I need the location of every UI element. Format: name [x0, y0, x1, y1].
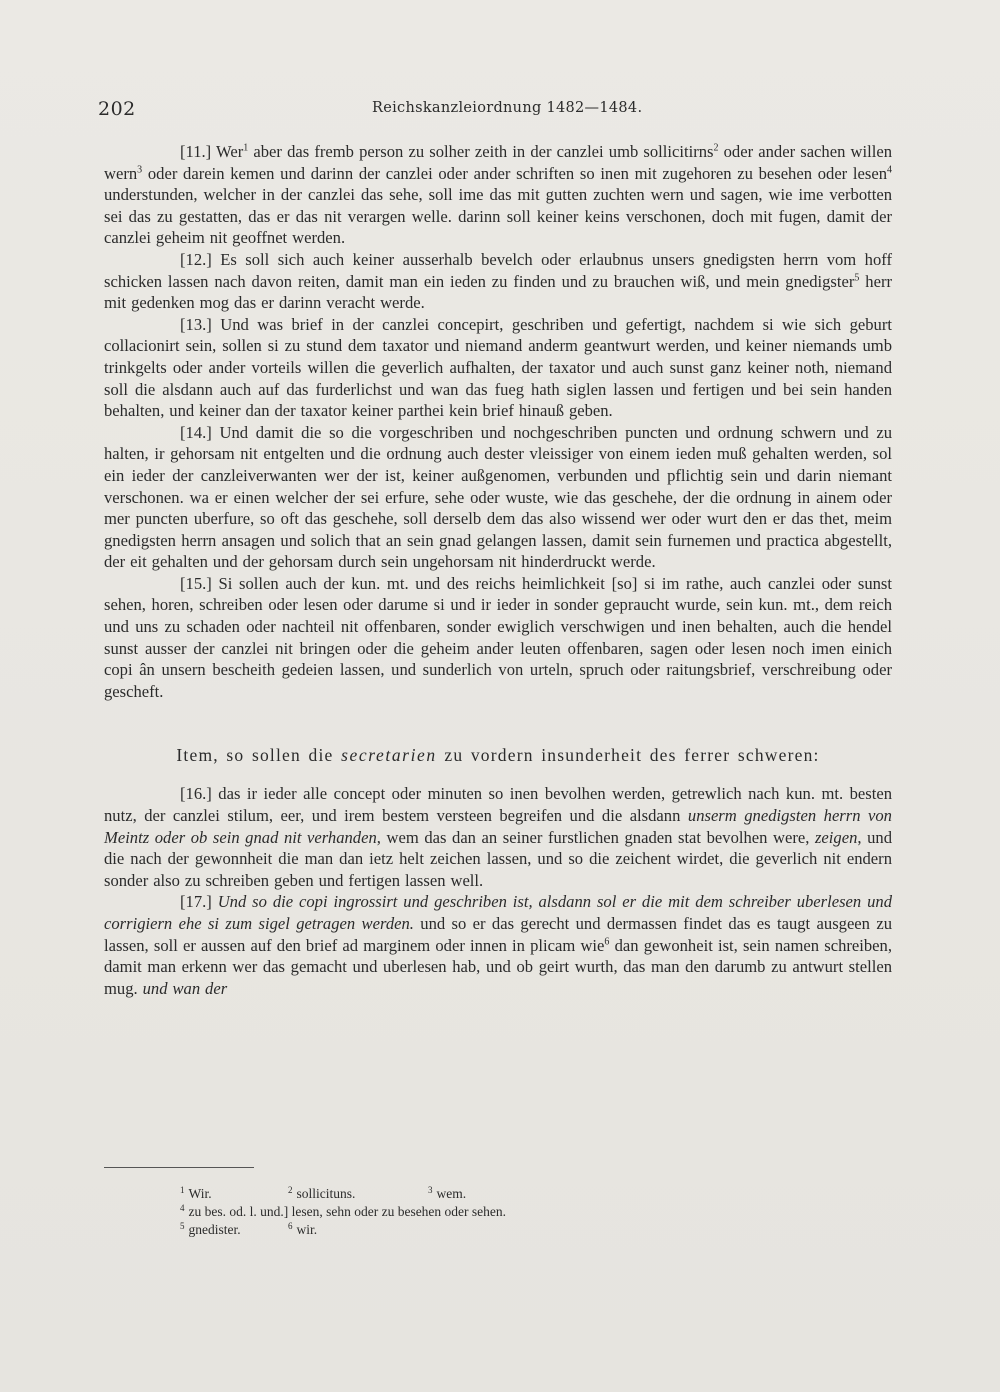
- footnote-row: [180, 1221, 880, 1239]
- section-heading-italic: secretarien: [341, 745, 437, 766]
- footnote-text: sollicituns.: [296, 1186, 356, 1201]
- paragraph-p13: [104, 314, 892, 422]
- footnote-ref: 1: [243, 142, 249, 154]
- footnote-5: [180, 1221, 288, 1239]
- footnote-text: wir.: [296, 1222, 318, 1237]
- page-header: [0, 98, 1000, 128]
- text-segment: [12.] Es soll sich auch keiner ausserhalb bevelch oder erlaubnus unsers gnedigsten herrn vom hoff schicken lassen nach davon reiten, damit man ein ieden zu finden und zu brauchen wiß, und mein gnedigster: [104, 249, 892, 291]
- footnote-number: 5: [180, 1220, 185, 1231]
- page-number: 202: [98, 98, 136, 120]
- italic-text: Und so die copi ingrossirt und geschriben ist, alsdann sol er die mit dem schreiber uberlesen und corrigiern ehe si zum sigel getragen werden.: [104, 892, 892, 933]
- footnote-4: [180, 1203, 506, 1221]
- paragraph-p15: [104, 573, 892, 703]
- footnote-ref: 2: [713, 142, 719, 154]
- footnote-row: [180, 1203, 880, 1221]
- text-segment: [14.] Und damit die so die vorgeschriben und nochgeschriben puncten und ordnung schwern und zu halten, ir gehorsam nit entgelten und die ordnung auch dester vleissiger von einem ieden muß gehalten werden, sol ein ieder der canzleiverwanten wer der ist, keiner außgenomen, verbunden und pflichtig sein und darin niemant verschonen. wa er einen welcher der sei erfure, sehe oder wuste, wie das geschehe, der die ordnung in ainem oder mer puncten uberfure, so oft das geschehe, soll derselb dem das also wissend wer oder wurt den er das thet, meim gnedigsten herrn ansagen und solich that an sein gnad gelangen lassen, damit sein furnemen und practica abgestellt, der eit gehalten und der gehorsam durch sein ungehorsam nit hinderdruckt werde.: [104, 422, 892, 572]
- footnote-text: wem.: [436, 1186, 467, 1201]
- text-segment: [11.] Wer: [180, 142, 244, 161]
- text-segment: aber das fremb person zu solher zeith in der canzlei umb sollicitirns: [248, 142, 714, 161]
- footnote-number: 3: [428, 1184, 433, 1195]
- body-text: [104, 141, 892, 999]
- text-segment: und so er das gerecht und dermassen findet das es taugt ausgeen zu lassen, soll er aussen auf den brief ad marginem oder innen in plicam wie: [104, 914, 892, 955]
- footnote-divider: [104, 1167, 254, 1168]
- paragraph-p17: [104, 891, 892, 999]
- footnote-6: [288, 1221, 428, 1239]
- italic-text: und wan der: [142, 978, 228, 998]
- footnote-number: 6: [288, 1220, 293, 1231]
- section-heading: [104, 745, 892, 766]
- footnote-number: 1: [180, 1184, 185, 1195]
- footnote-ref: 5: [854, 272, 860, 284]
- footnote-ref: 4: [887, 164, 892, 176]
- paragraph-group: [104, 141, 892, 702]
- text-segment: oder darein kemen und darinn der canzlei oder ander schriften so inen mit zugehoren zu besehen oder lesen: [142, 163, 887, 183]
- paragraph-p12: [104, 249, 892, 314]
- footnote-ref: 6: [604, 936, 610, 948]
- footnotes: [180, 1185, 880, 1239]
- text-segment: [13.] Und was brief in der canzlei concepirt, geschriben und gefertigt, nachdem si wie sich geburt collacionirt sein, sollen si zu stund dem taxator und niemand anderm geantwurt werden, und keiner niemands umb trinkgelts oder ander vorteils willen die geverlich aufhalten, der taxator und auch sunst ganz keiner noth, niemand soll die alsdann auch auf das furderlichst und wan das fueg hath siglen lassen und fertigen und bei sein handen behalten, und keiner dan der taxator keiner parthei kein brief hinauß geben.: [104, 314, 892, 421]
- text-segment: understunden, welcher in der canzlei das sehe, soll ime das mit gutten zuchten wern und sagen, wie ime verbotten sei das zu gestatten, das er das nit verargen welle. darinn soll keiner keins verschonen, doch mit fugen, damit der canzlei geheim nit geoffnet werden.: [104, 185, 892, 248]
- paragraph-p14: [104, 422, 892, 573]
- footnote-3: [428, 1185, 466, 1203]
- footnote-text: zu bes. od. l. und.] lesen, sehn oder zu besehen oder sehen.: [188, 1204, 507, 1219]
- footnote-number: 2: [288, 1184, 293, 1195]
- text-segment: herr mit gedenken mog das er darinn veracht werde.: [104, 271, 892, 313]
- footnote-1: [180, 1185, 288, 1203]
- footnote-ref: 3: [137, 164, 143, 176]
- text-segment: [15.] Si sollen auch der kun. mt. und des reichs heimlichkeit [so] si im rathe, auch canzlei oder sunst sehen, horen, schreiben oder lesen oder darume si und ir ieder in sonder gepraucht wurde, sein kun. mt., dem reich und uns zu schaden oder nachteil nit offenbaren, sonder ewiglich verschwigen und inen behalten, auch die hendel sunst ausser der canzlei nit bringen oder die geheim ander leuten offenbaren, sagen oder lesen noch imen einich copi ân unsern bescheith gedeien lassen, und sunderlich von urteln, spruch oder raitungsbrief, verschreibung oder gescheft.: [104, 573, 892, 701]
- text-segment: [17.]: [180, 892, 218, 912]
- section-heading-after: zu vordern insunderheit des ferrer schweren:: [436, 745, 820, 766]
- text-segment: [16.] das ir ieder alle concept oder minuten so inen bevolhen werden, getrewlich nach kun. mt. besten nutz, der canzlei stilum, eer, und irem bestem versteen begreifen und die alsdann: [104, 784, 892, 826]
- text-segment: , wem das dan an seiner furstlichen gnaden stat bevolhen were,: [376, 827, 815, 847]
- footnote-text: Wir.: [188, 1186, 212, 1201]
- section-heading-before: Item, so sollen die: [176, 745, 342, 766]
- text-segment: dan gewonheit ist, sein namen schreiben, damit man erkenn wer das gemacht und uberlesen hab, und ob geirt wurth, das man den darumb zu antwurt stellen mug.: [104, 935, 892, 998]
- italic-text: unserm gnedigsten herrn von Meintz oder ob sein gnad nit verhanden: [104, 806, 892, 847]
- paragraph-p16: [104, 783, 892, 891]
- footnote-number: 4: [180, 1202, 185, 1213]
- paragraph-group: [104, 783, 892, 999]
- text-segment: oder ander sachen willen wern: [104, 142, 892, 183]
- footnote-2: [288, 1185, 428, 1203]
- italic-text: zeigen: [814, 827, 858, 847]
- running-title: Reichskanzleiordnung 1482—1484.: [372, 100, 643, 116]
- paragraph-p11: [104, 141, 892, 249]
- footnote-text: gnedister.: [188, 1222, 241, 1237]
- footnote-row: [180, 1185, 880, 1203]
- text-segment: , und die nach der gewonnheit die man dan ietz helt zeichen lassen, und so die zeichent wirdet, die geverlich nit endern sonder also zu schreiben geben und fertigen lassen well.: [104, 827, 892, 890]
